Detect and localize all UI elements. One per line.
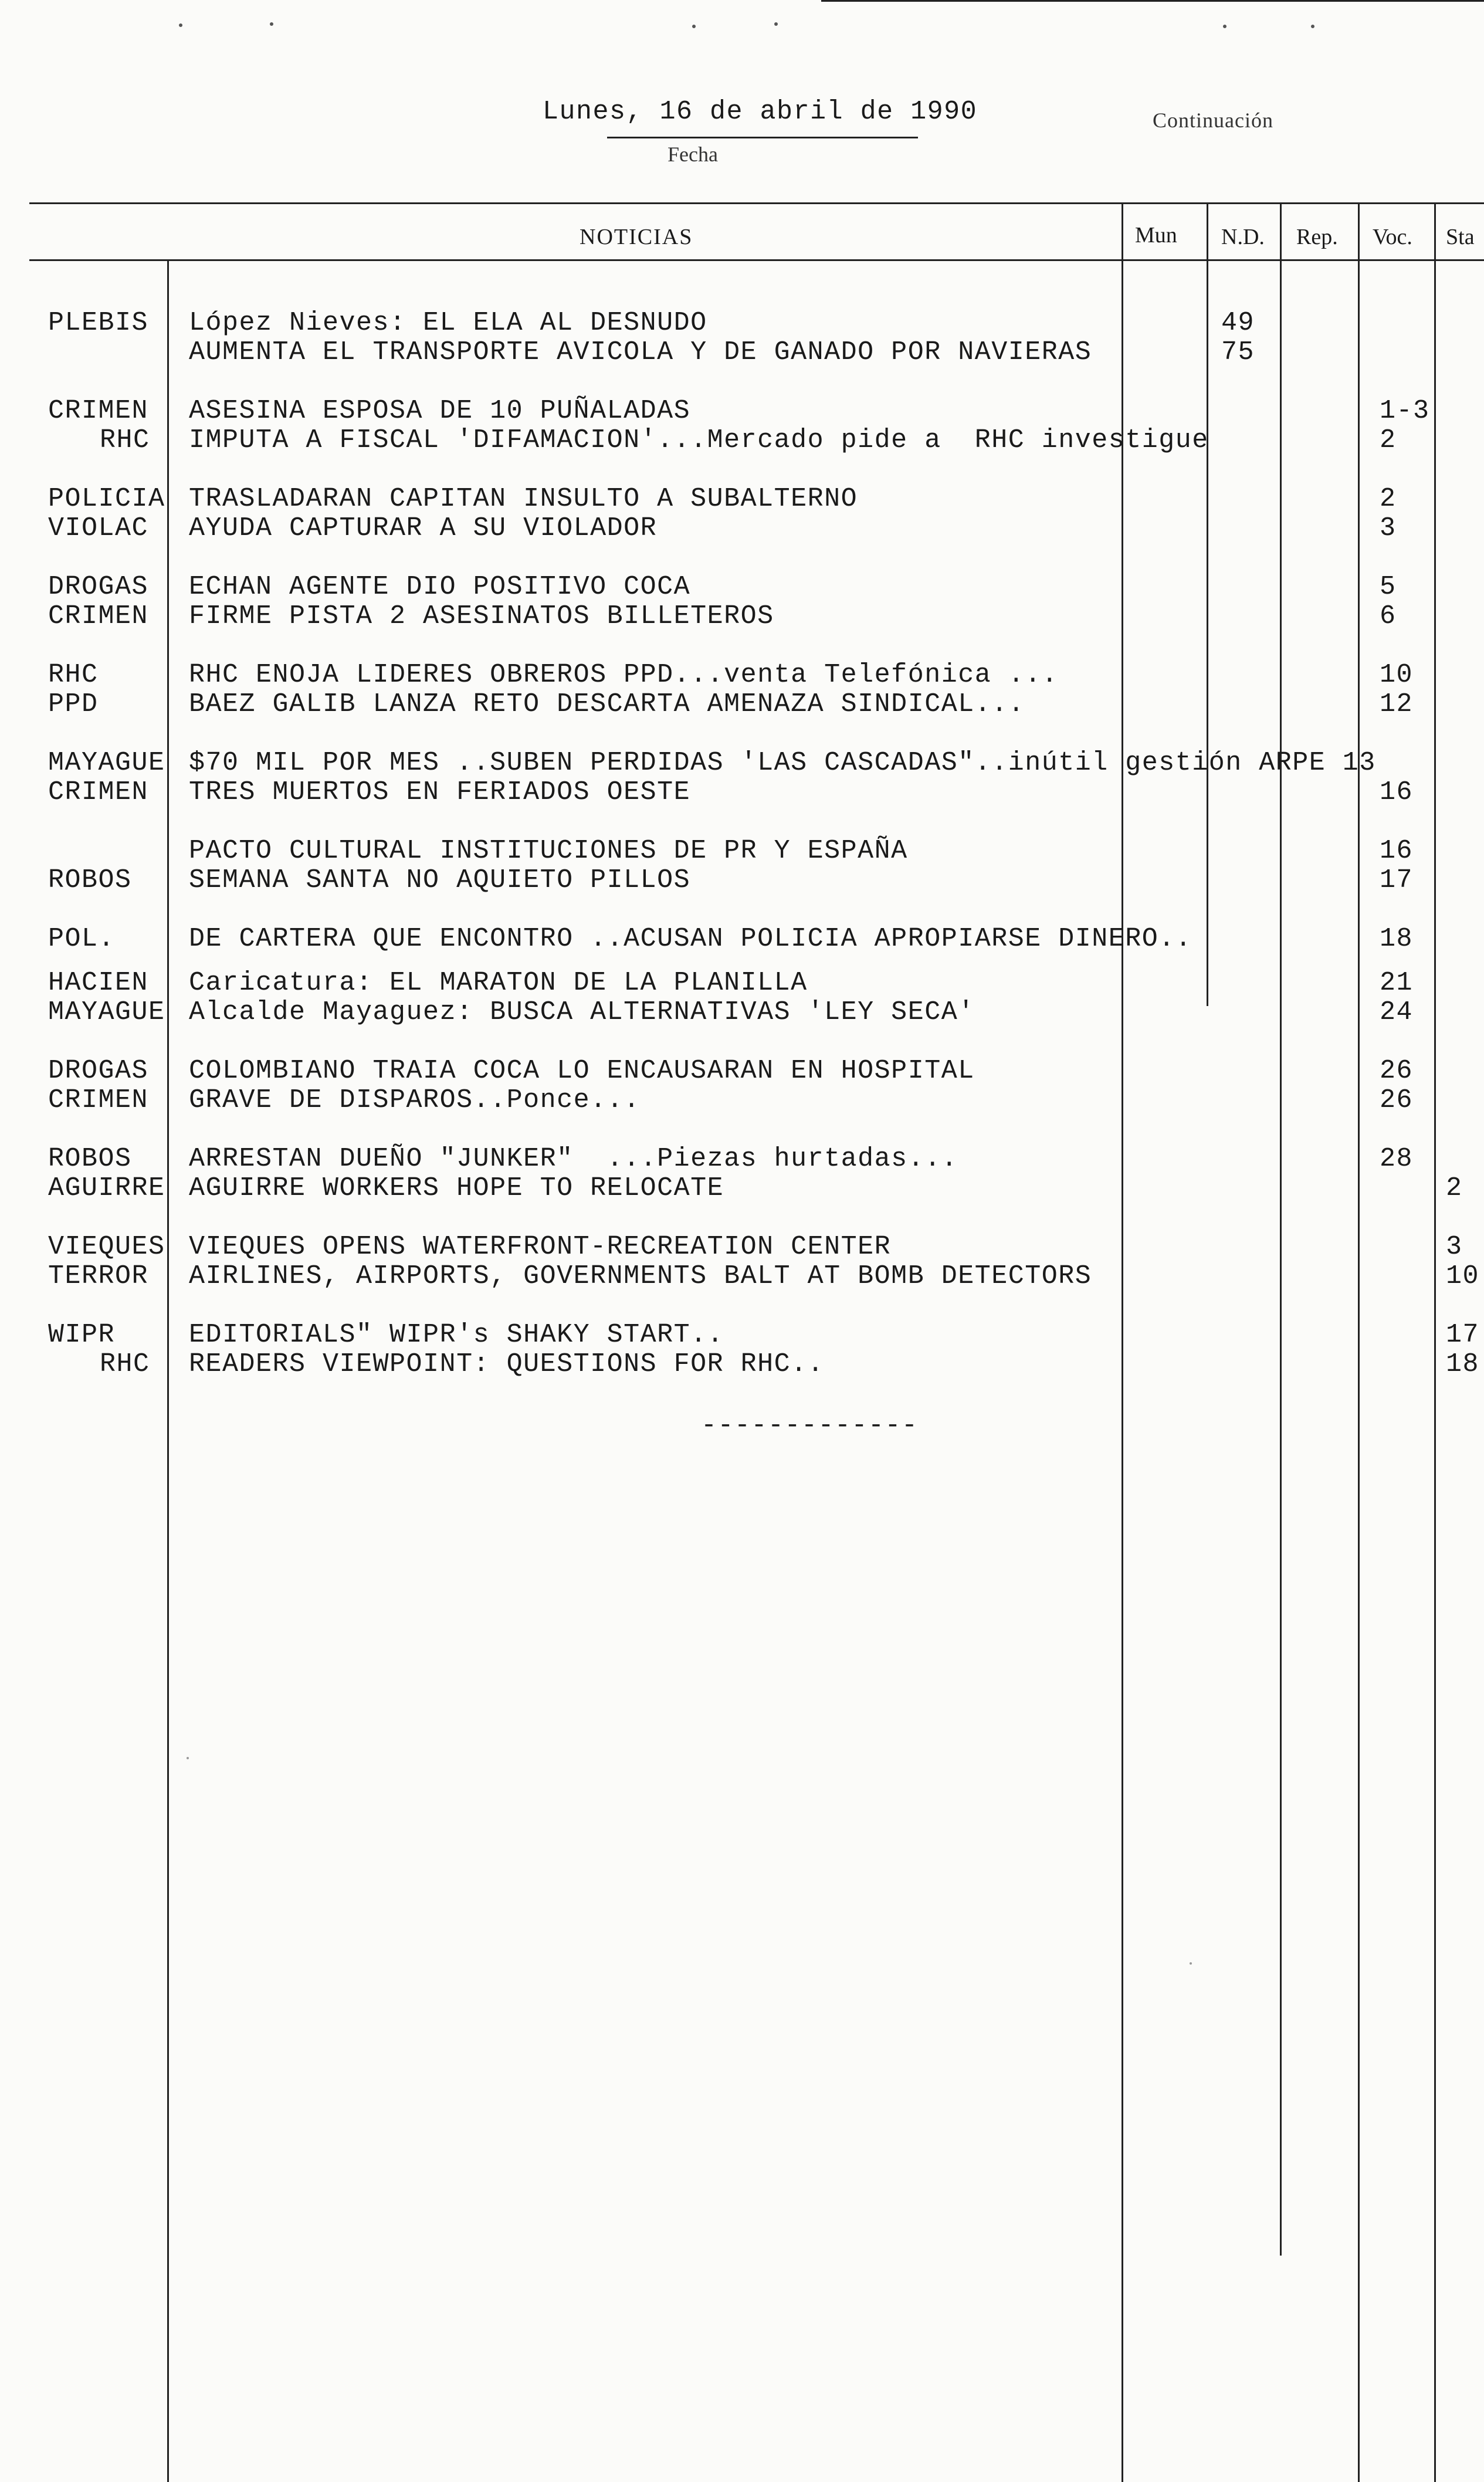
- row-voc-page: 6: [1380, 601, 1397, 631]
- row-voc-page: 5: [1380, 572, 1397, 602]
- row-headline: TRASLADARAN CAPITAN INSULTO A SUBALTERNO: [189, 484, 858, 514]
- row-category: CRIMEN: [48, 777, 149, 807]
- row-voc-page: 24: [1380, 997, 1414, 1027]
- scan-dot: [1223, 25, 1226, 28]
- date-caption: Fecha: [668, 143, 718, 166]
- row-category: POLICIA: [48, 484, 165, 514]
- row-voc-page: 2: [1380, 425, 1397, 455]
- sta-column-rule-left: [1434, 202, 1436, 2482]
- row-voc-page: 21: [1380, 968, 1414, 998]
- scan-dot: [1311, 25, 1314, 28]
- scan-dot: [774, 22, 778, 26]
- row-category: CRIMEN: [48, 601, 149, 631]
- column-header-rep: Rep.: [1296, 225, 1338, 249]
- category-column-rule: [167, 261, 169, 2482]
- row-headline: DE CARTERA QUE ENCONTRO ..ACUSAN POLICIA APROPIARSE DINERO..: [189, 924, 1192, 954]
- row-headline: FIRME PISTA 2 ASESINATOS BILLETEROS: [189, 601, 774, 631]
- row-headline: EDITORIALS" WIPR's SHAKY START..: [189, 1320, 724, 1350]
- nd-column-rule-left: [1207, 202, 1208, 1006]
- row-sta-page: 2: [1446, 1173, 1463, 1203]
- row-category: VIOLAC: [48, 513, 149, 543]
- rep-column-rule-left: [1280, 202, 1282, 2256]
- row-voc-page: 10: [1380, 660, 1414, 690]
- row-headline: AUMENTA EL TRANSPORTE AVICOLA Y DE GANADO POR NAVIERAS: [189, 337, 1092, 367]
- continuation-label: Continuación: [1153, 109, 1273, 132]
- row-headline: ASESINA ESPOSA DE 10 PUÑALADAS: [189, 396, 691, 426]
- column-header-nd: N.D.: [1221, 225, 1265, 249]
- row-category: PLEBIS: [48, 308, 149, 338]
- row-nd-page: 75: [1221, 337, 1255, 367]
- voc-column-rule-left: [1358, 202, 1360, 2482]
- row-headline: AYUDA CAPTURAR A SU VIOLADOR: [189, 513, 658, 543]
- row-headline: AGUIRRE WORKERS HOPE TO RELOCATE: [189, 1173, 724, 1203]
- row-category: RHC: [48, 660, 99, 690]
- row-headline: $70 MIL POR MES ..SUBEN PERDIDAS 'LAS CASCADAS"..inútil gestión ARPE 13: [189, 748, 1376, 778]
- row-category: RHC: [100, 1349, 150, 1379]
- scan-dot: [179, 23, 182, 27]
- row-category: WIPR: [48, 1320, 116, 1350]
- header-bottom-rule: [29, 259, 1484, 261]
- row-headline: SEMANA SANTA NO AQUIETO PILLOS: [189, 865, 691, 895]
- row-headline: Caricatura: EL MARATON DE LA PLANILLA: [189, 968, 808, 998]
- row-category: CRIMEN: [48, 396, 149, 426]
- row-voc-page: 26: [1380, 1085, 1414, 1115]
- row-voc-page: 16: [1380, 777, 1414, 807]
- top-edge-line: [821, 0, 1484, 2]
- row-voc-page: 1-3: [1380, 396, 1430, 426]
- row-headline: IMPUTA A FISCAL 'DIFAMACION'...Mercado pide a RHC investigue: [189, 425, 1209, 455]
- date-underline: [607, 137, 918, 138]
- row-voc-page: 18: [1380, 924, 1414, 954]
- row-headline: López Nieves: EL ELA AL DESNUDO: [189, 308, 707, 338]
- column-header-noticias: NOTICIAS: [580, 225, 693, 249]
- row-category: DROGAS: [48, 1056, 149, 1086]
- row-category: POL.: [48, 924, 116, 954]
- mun-column-rule-left: [1122, 202, 1123, 2482]
- row-headline: PACTO CULTURAL INSTITUCIONES DE PR Y ESPAÑA: [189, 836, 908, 866]
- row-category: TERROR: [48, 1261, 149, 1291]
- row-headline: AIRLINES, AIRPORTS, GOVERNMENTS BALT AT BOMB DETECTORS: [189, 1261, 1092, 1291]
- row-headline: COLOMBIANO TRAIA COCA LO ENCAUSARAN EN HOSPITAL: [189, 1056, 975, 1086]
- row-voc-page: 26: [1380, 1056, 1414, 1086]
- row-headline: RHC ENOJA LIDERES OBREROS PPD...venta Telefónica ...: [189, 660, 1059, 690]
- row-category: CRIMEN: [48, 1085, 149, 1115]
- row-voc-page: 3: [1380, 513, 1397, 543]
- row-headline: ARRESTAN DUEÑO "JUNKER" ...Piezas hurtadas...: [189, 1144, 958, 1174]
- scan-dot: [270, 22, 273, 26]
- header-top-rule: [29, 202, 1484, 204]
- scan-dot: [692, 25, 696, 28]
- row-sta-page: 18: [1446, 1349, 1480, 1379]
- row-headline: Alcalde Mayaguez: BUSCA ALTERNATIVAS 'LEY SECA': [189, 997, 975, 1027]
- row-sta-page: 10: [1446, 1261, 1480, 1291]
- row-category: ROBOS: [48, 865, 132, 895]
- row-headline: VIEQUES OPENS WATERFRONT-RECREATION CENTER: [189, 1232, 892, 1262]
- column-header-sta: Sta: [1446, 225, 1475, 249]
- row-voc-page: 2: [1380, 484, 1397, 514]
- row-category: RHC: [100, 425, 150, 455]
- row-headline: TRES MUERTOS EN FERIADOS OESTE: [189, 777, 691, 807]
- row-voc-page: 16: [1380, 836, 1414, 866]
- row-headline: BAEZ GALIB LANZA RETO DESCARTA AMENAZA SINDICAL...: [189, 689, 1025, 719]
- row-category: VIEQUES: [48, 1232, 165, 1262]
- row-headline: READERS VIEWPOINT: QUESTIONS FOR RHC..: [189, 1349, 825, 1379]
- row-category: HACIEN: [48, 968, 149, 998]
- row-voc-page: 12: [1380, 689, 1414, 719]
- row-sta-page: 3: [1446, 1232, 1463, 1262]
- row-category: DROGAS: [48, 572, 149, 602]
- row-headline: GRAVE DE DISPAROS..Ponce...: [189, 1085, 641, 1115]
- row-sta-page: 17: [1446, 1320, 1480, 1350]
- page-date: Lunes, 16 de abril de 1990: [543, 97, 978, 127]
- row-headline: ECHAN AGENTE DIO POSITIVO COCA: [189, 572, 691, 602]
- row-nd-page: 49: [1221, 308, 1255, 338]
- scan-speck: [1190, 1962, 1192, 1965]
- column-header-voc: Voc.: [1373, 225, 1412, 249]
- row-category: MAYAGUE: [48, 997, 165, 1027]
- row-voc-page: 17: [1380, 865, 1414, 895]
- row-category: ROBOS: [48, 1144, 132, 1174]
- row-category: MAYAGUE: [48, 748, 165, 778]
- row-category: AGUIRRE: [48, 1173, 165, 1203]
- scan-speck: [187, 1757, 189, 1759]
- row-voc-page: 28: [1380, 1144, 1414, 1174]
- row-category: PPD: [48, 689, 99, 719]
- column-header-mun: Mun: [1135, 223, 1177, 248]
- closing-separator: -------------: [701, 1411, 919, 1441]
